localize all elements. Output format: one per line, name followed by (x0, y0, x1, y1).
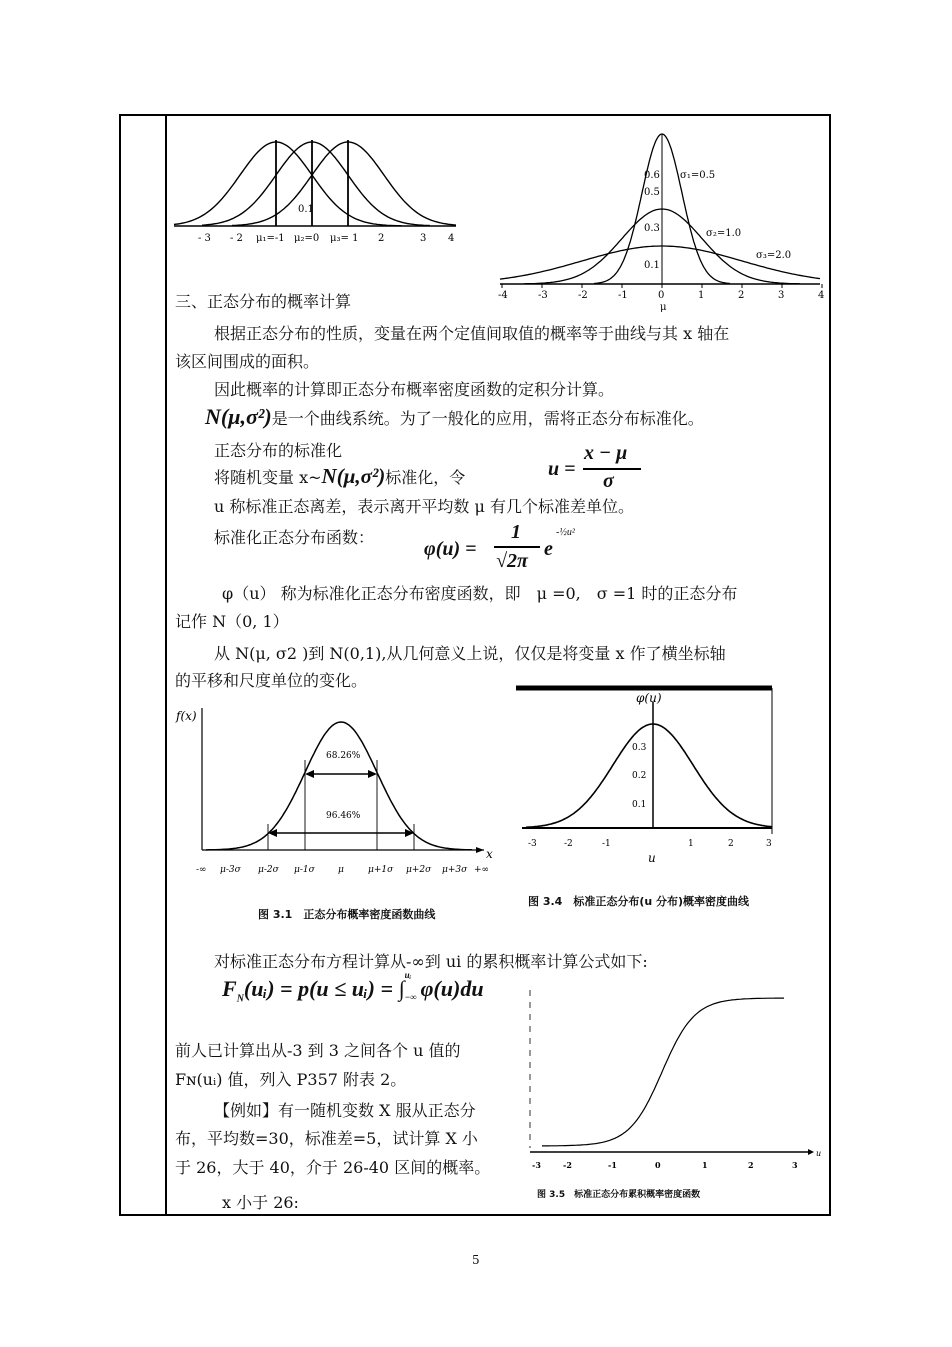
xtick: 2 (378, 233, 385, 244)
xtick: μ₁=-1 (256, 233, 285, 244)
caption-fig-3-4: 图 3.4 标准正态分布(u 分布)概率密度曲线 (528, 895, 750, 908)
xtick: - 3 (198, 233, 211, 244)
fraction-bar (494, 546, 540, 548)
u-formula-numerator: x − μ (584, 442, 628, 464)
ylabel: 0.3 (644, 223, 660, 234)
xtick: 1 (698, 290, 705, 301)
x-axis-arrow (476, 847, 484, 853)
text-part: 标准化，令 (385, 468, 466, 487)
xtick: -3 (528, 839, 537, 849)
xtick: -1 (608, 1160, 617, 1170)
caption-fig-3-1: 图 3.1 正态分布概率密度函数曲线 (258, 908, 436, 921)
fig-three-sigmas (494, 128, 824, 314)
page-number: 5 (472, 1253, 480, 1267)
fig-label: 0.1 (298, 204, 314, 215)
xtick: μ-1σ (294, 865, 315, 875)
xtick: μ+1σ (368, 865, 394, 875)
xtick: 3 (420, 233, 427, 244)
outer-label: 96.46% (326, 811, 361, 821)
x-axis-label: μ (660, 302, 667, 313)
xtick: 2 (738, 290, 745, 301)
xtick: -1 (602, 839, 611, 849)
phi-exponent: -½u² (556, 527, 575, 538)
xtick: μ-2σ (258, 865, 279, 875)
xtick: -3 (538, 290, 548, 301)
xtick: -∞ (196, 865, 207, 875)
paragraph: 标准化正态分布函数： (214, 528, 375, 547)
normal-family-line (205, 406, 704, 430)
x-axis-label: x (486, 847, 493, 861)
ytick: 0.1 (632, 800, 647, 810)
ylabel: 0.6 (644, 170, 660, 181)
paragraph: 从 N(μ, σ2 )到 N(0,1),从几何意义上说，仅仅是将变量 x 作了横坐标轴 (214, 644, 726, 663)
xtick: μ₃= 1 (330, 233, 359, 244)
xtick: -3 (532, 1160, 541, 1170)
int-upper: uᵢ (404, 970, 412, 980)
xtick: 1 (688, 839, 694, 849)
xtick: μ+2σ (406, 865, 432, 875)
fig-3-4 (514, 684, 780, 870)
phi-lhs: φ(u) = (424, 538, 477, 560)
curve-mu-0 (202, 142, 430, 226)
xtick: 4 (448, 233, 455, 244)
paragraph: 因此概率的计算即正态分布概率密度函数的定积分计算。 (214, 380, 615, 399)
fig-3-5 (522, 988, 824, 1188)
xtick: 2 (728, 839, 734, 849)
u-formula-denominator: σ (603, 470, 614, 492)
xtick: -1 (618, 290, 628, 301)
x-axis-label: u (648, 851, 656, 865)
ylabel: 0.1 (644, 260, 660, 271)
paragraph: Fɴ(uᵢ) 值，列入 P357 附表 2。 (175, 1070, 407, 1089)
paragraph: x 小于 26: (222, 1193, 299, 1212)
paragraph: 正态分布的标准化 (214, 441, 343, 460)
ytick: 0.3 (632, 743, 647, 753)
cdf-curve (542, 998, 784, 1146)
paragraph: 【例如】有一随机变数 X 服从正态分 (214, 1101, 476, 1120)
y-axis-label: f(x) (176, 709, 197, 723)
xtick: 3 (792, 1160, 798, 1170)
cdf-tail: φ(u)du (420, 976, 484, 1001)
normal-notation: N(μ,σ²) (205, 404, 272, 429)
curve-label: σ₁=0.5 (680, 170, 716, 181)
paragraph: u 称标准正态离差，表示离开平均数 μ 有几个标准差单位。 (214, 497, 634, 516)
fig-3-1 (172, 700, 494, 878)
paragraph: 于 26，大于 40，介于 26-40 区间的概率。 (175, 1158, 491, 1177)
text-part: 将随机变量 x~ (214, 468, 322, 487)
int-lower: −∞ (404, 992, 417, 1002)
u-formula-lhs: u = (548, 458, 576, 480)
cdf-sub: N (236, 993, 244, 1005)
density-curve (526, 724, 772, 827)
cdf-F: F (222, 976, 237, 1001)
ytick: 0.2 (632, 771, 647, 781)
xtick: μ-3σ (220, 865, 241, 875)
xtick: -2 (563, 1160, 572, 1170)
paragraph: 根据正态分布的性质，变量在两个定值间取值的概率等于曲线与其 x 轴在 (214, 324, 730, 343)
curve-mu-1 (232, 142, 456, 226)
xtick: 2 (748, 1160, 754, 1170)
y-axis-label: φ(u) (636, 691, 662, 705)
xtick: 1 (702, 1160, 708, 1170)
paragraph: 的平移和尺度单位的变化。 (175, 671, 368, 690)
xtick: -2 (564, 839, 573, 849)
xtick: -4 (498, 290, 508, 301)
xtick: 3 (766, 839, 772, 849)
xtick: μ (338, 865, 344, 875)
xtick: -2 (578, 290, 588, 301)
paragraph: 记作 N（0, 1） (175, 612, 289, 631)
xtick: μ₂=0 (294, 233, 320, 244)
xtick: 4 (818, 290, 824, 301)
caption-fig-3-5: 图 3.5 标准正态分布累积概率密度函数 (537, 1190, 701, 1200)
xtick: μ+3σ (442, 865, 468, 875)
phi-numerator: 1 (511, 521, 521, 543)
curve-label: σ₂=1.0 (706, 228, 742, 239)
paragraph: 对标准正态分布方程计算从-∞到 ui 的累积概率计算公式如下: (214, 952, 648, 971)
ylabel: 0.5 (644, 187, 660, 198)
xtick: 0 (655, 1160, 661, 1170)
section-title: 三、正态分布的概率计算 (175, 292, 352, 311)
xtick: +∞ (474, 865, 490, 875)
paragraph: 该区间围成的面积。 (175, 352, 320, 371)
standardize-line (214, 465, 465, 489)
inner-label: 68.26% (326, 751, 361, 761)
xtick: 3 (778, 290, 785, 301)
paragraph: φ（u） 称为标准化正态分布密度函数，即 μ =0, σ =1 时的正态分布 (222, 584, 738, 603)
column-divider (165, 114, 167, 1216)
normal-notation: N(μ,σ²) (321, 464, 386, 488)
paragraph: 前人已计算出从-3 到 3 之间各个 u 值的 (175, 1041, 461, 1060)
curve-label: σ₃=2.0 (756, 250, 792, 261)
cdf-main: (uᵢ) = p(u ≤ uᵢ) = ∫ (243, 976, 405, 1001)
cdf-formula (222, 970, 484, 1005)
phi-denominator: √2π (496, 550, 528, 572)
xtick: 0 (658, 290, 665, 301)
phi-exp-base: e (544, 538, 553, 560)
density-curve (206, 722, 472, 850)
x-axis-arrow (808, 1149, 814, 1155)
x-axis-label: u (816, 1149, 822, 1158)
paragraph: 布，平均数=30，标准差=5，试计算 X 小 (175, 1129, 478, 1148)
xtick: - 2 (230, 233, 243, 244)
fig-three-means (172, 130, 462, 250)
paragraph: 是一个曲线系统。为了一般化的应用，需将正态分布标准化。 (271, 409, 704, 428)
